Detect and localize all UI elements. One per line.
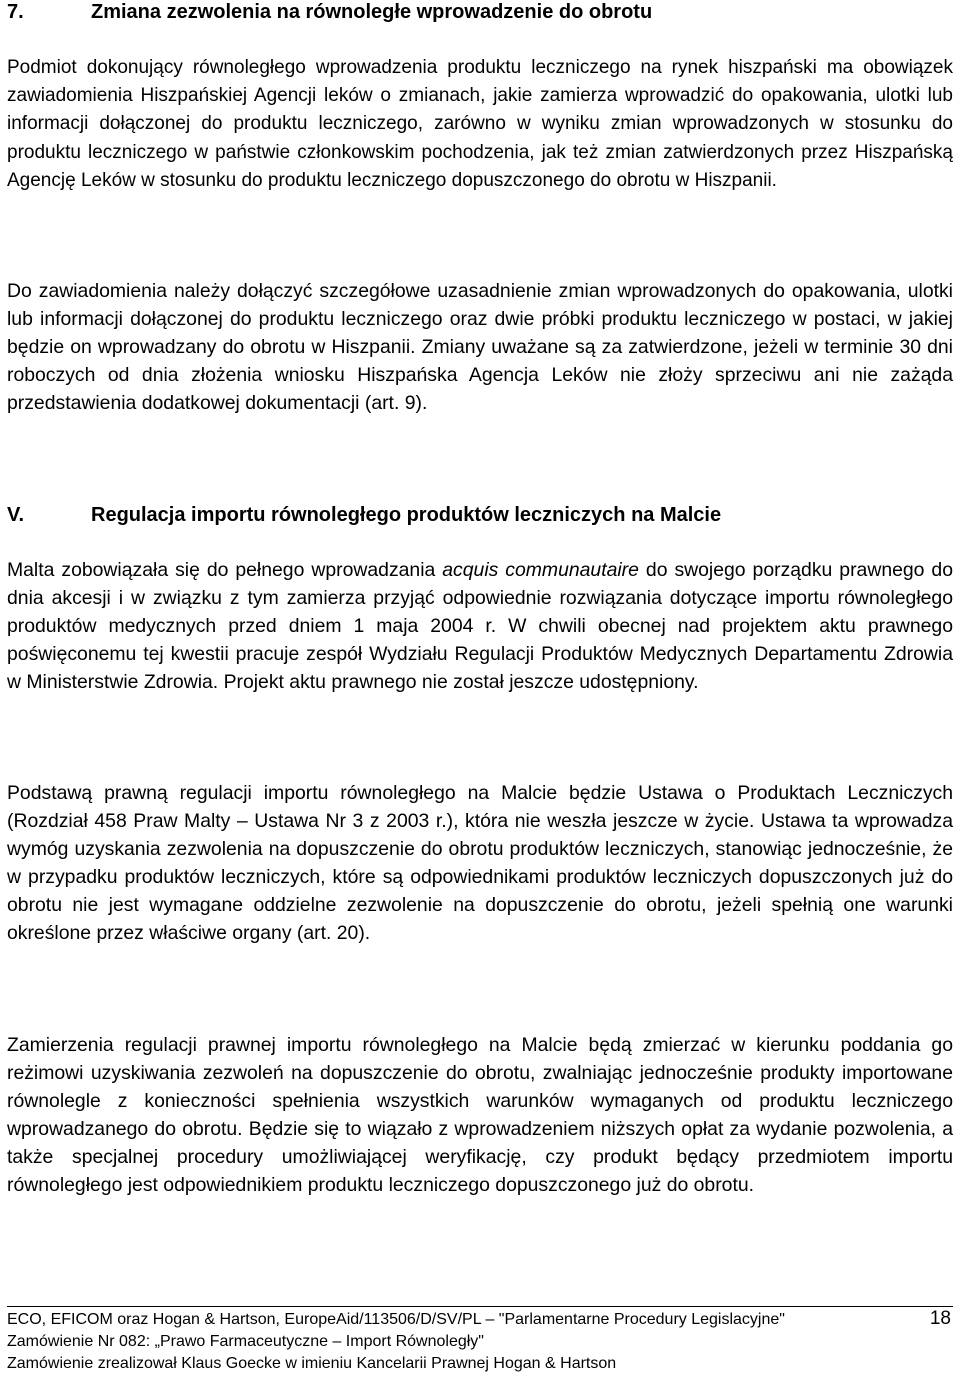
section-7-heading: [7, 0, 652, 24]
section-number: 7.: [7, 1, 24, 23]
section-title: Regulacja importu równoległego produktów leczniczych na Malcie: [91, 504, 722, 526]
italic-term: acquis communautaire: [442, 559, 639, 581]
footer-divider: [7, 1306, 953, 1307]
section-title: Zmiana zezwolenia na równoległe wprowadzenie do obrotu: [91, 1, 653, 23]
section-v-heading: [7, 503, 721, 527]
paragraph-regulation-intentions: Zamierzenia regulacji prawnej importu równoległego na Malcie będą zmierzać w kierunku poddania go reżimowi uzyskiwania zezwoleń na dopuszczenie do obrotu, zwalniając jednocześnie produkty importowane równolegle z konieczności spełnienia wszystkich warunków wymaganych od produktu leczniczego wprowadzanego do obrotu. Będzie się to wiązało z wprowadzeniem niższych opłat za wydanie pozwolenia, a także specjalnej procedury umożliwiającej weryfikację, czy produkt będący przedmiotem importu równoległego jest odpowiednikiem produktu leczniczego dopuszczonego już do obrotu.: [7, 1034, 953, 1196]
footer-author-line: Zamówienie zrealizował Klaus Goecke w imieniu Kancelarii Prawnej Hogan & Hartson: [7, 1355, 617, 1372]
paragraph-notification-attachments: Do zawiadomienia należy dołączyć szczegółowe uzasadnienie zmian wprowadzonych do opakowania, ulotki lub informacji dołączonej do produktu leczniczego oraz dwie próbki produktu leczniczego w postaci, w jakiej będzie on wprowadzany do obrotu w Hiszpanii. Zmiany uważane są za zatwierdzone, jeżeli w terminie 30 dni roboczych od dnia złożenia wniosku Hiszpańska Agencja Leków nie złoży sprzeciwu ani nie zażąda przedstawienia dodatkowej dokumentacji (art. 9).: [7, 280, 953, 414]
paragraph-notification-obligation: Podmiot dokonujący równoległego wprowadzenia produktu leczniczego na rynek hiszpański ma obowiązek zawiadomienia Hiszpańskiej Agencji leków o zmianach, jakie zamierza wprowadzić do opakowania, ulotki lub informacji dołączonej do produktu leczniczego, zarówno w wyniku zmian wprowadzonych w stosunku do produktu leczniczego w państwie członkowskim pochodzenia, jak też zmian zatwierdzonych przez Hiszpańską Agencję Leków w stosunku do produktu leczniczego dopuszczonego do obrotu w Hiszpanii.: [7, 57, 953, 191]
section-number: V.: [7, 504, 25, 526]
text-segment: Malta zobowiązała się do pełnego wprowadzania: [7, 559, 443, 581]
page-number: 18: [929, 1308, 951, 1329]
paragraph-legal-basis: Podstawą prawną regulacji importu równoległego na Malcie będzie Ustawa o Produktach Leczniczych (Rozdział 458 Praw Malty – Ustawa Nr 3 z 2003 r.), która nie weszła jeszcze w życie. Ustawa ta wprowadza wymóg uzyskania zezwolenia na dopuszczenie do obrotu produktów leczniczych, stanowiąc jednocześnie, że w przypadku produktów leczniczych, które są odpowiednikami produktów leczniczych dopuszczonych już do obrotu nie jest wymagane oddzielne zezwolenie na dopuszczenie do obrotu, jeżeli spełnią one warunki określone przez właściwe organy (art. 20).: [7, 782, 953, 944]
footer-project-line: ECO, EFICOM oraz Hogan & Hartson, EuropeAid/113506/D/SV/PL – "Parlamentarne Procedury Legislacyjne": [7, 1311, 785, 1328]
text-segment: do swojego porządku prawnego do dnia akcesji i w związku z tym zamierza przyjąć odpowiednie rozwiązania dotyczące importu równoległego produktów medycznych przed dniem 1 maja 2004 r. W chwili obecnej nad projektem aktu prawnego poświęconemu tej kwestii pracuje zespół Wydziału Regulacji Produktów Medycznych Departamentu Zdrowia w Ministerstwie Zdrowia. Projekt aktu prawnego nie został jeszcze udostępniony.: [7, 559, 953, 693]
paragraph-malta-acquis: [7, 556, 953, 696]
footer-order-line: Zamówienie Nr 082: „Prawo Farmaceutyczne – Import Równoległy": [7, 1333, 484, 1350]
